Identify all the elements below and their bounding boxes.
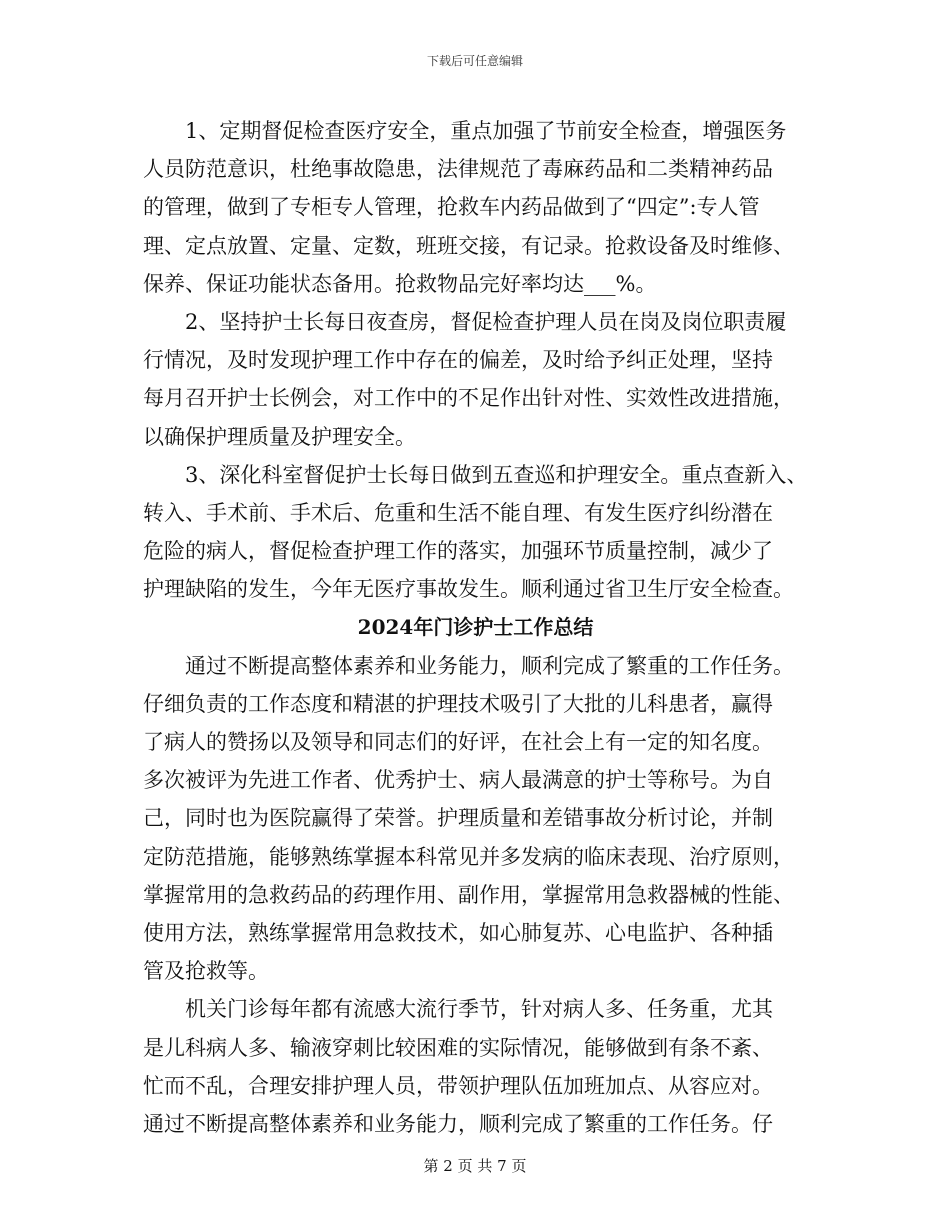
paragraph-line: 以确保护理质量及护理安全。	[143, 424, 416, 449]
paragraph-line: 人员防范意识，杜绝事故隐患，法律规范了毒麻药品和二类精神药品	[143, 157, 773, 182]
paragraph-line: 护理缺陷的发生，今年无医疗事故发生。顺利通过省卫生厅安全检查。	[143, 577, 794, 602]
paragraph-line: 3、深化科室督促护士长每日做到五查巡和护理安全。重点查新入、	[185, 462, 808, 487]
paragraph-line: 理、定点放置、定量、定数，班班交接，有记录。抢救设备及时维修、	[143, 233, 794, 258]
paragraph-line: 忙而不乱，合理安排护理人员，带领护理队伍加班加点、从容应对。	[143, 1073, 773, 1098]
paragraph-line: 多次被评为先进工作者、优秀护士、病人最满意的护士等称号。为自	[143, 768, 773, 793]
paragraph-line: 的管理，做到了专柜专人管理，抢救车内药品做到了“四定”:专人管	[143, 195, 760, 220]
page-header: 下载后可任意编辑	[426, 54, 523, 68]
paragraph-line: 管及抢救等。	[143, 959, 269, 984]
paragraph-line: 是儿科病人多、输液穿刺比较困难的实际情况，能够做到有条不紊、	[143, 1035, 773, 1060]
paragraph-line: 保养、保证功能状态备用。抢救物品完好率均达___%。	[143, 271, 657, 296]
paragraph-line: 了病人的赞扬以及领导和同志们的好评，在社会上有一定的知名度。	[143, 730, 773, 754]
paragraph-line: 通过不断提高整体素养和业务能力，顺利完成了繁重的工作任务。仔	[143, 1111, 773, 1136]
paragraph-line: 仔细负责的工作态度和精湛的护理技术吸引了大批的儿科患者，赢得	[143, 691, 773, 716]
section-title: 2024年门诊护士工作总结	[357, 615, 594, 640]
paragraph-line: 机关门诊每年都有流感大流行季节，针对病人多、任务重，尤其	[185, 997, 773, 1022]
paragraph-line: 己，同时也为医院赢得了荣誉。护理质量和差错事故分析讨论，并制	[143, 806, 773, 831]
paragraph-line: 定防范措施，能够熟练掌握本科常见并多发病的临床表现、治疗原则，	[143, 844, 794, 869]
paragraph-line: 转入、手术前、手术后、危重和生活不能自理、有发生医疗纠纷潜在	[143, 500, 773, 525]
paragraph-line: 行情况，及时发现护理工作中存在的偏差，及时给予纠正处理，坚持	[143, 348, 773, 373]
document-body	[143, 112, 808, 1143]
page-footer: 第 2 页 共 7 页	[423, 1157, 527, 1175]
paragraph-line: 危险的病人，督促检查护理工作的落实，加强环节质量控制，减少了	[143, 539, 773, 564]
paragraph-line: 每月召开护士长例会，对工作中的不足作出针对性、实效性改进措施，	[143, 386, 794, 411]
paragraph-line: 2、坚持护士长每日夜查房，督促检查护理人员在岗及岗位职责履	[185, 309, 787, 334]
paragraph-line: 通过不断提高整体素养和业务能力，顺利完成了繁重的工作任务。	[185, 653, 794, 678]
paragraph-line: 掌握常用的急救药品的药理作用、副作用，掌握常用急救器械的性能、	[143, 882, 794, 907]
paragraph-line: 使用方法，熟练掌握常用急救技术，如心肺复苏、心电监护、各种插	[143, 920, 773, 945]
paragraph-line: 1、定期督促检查医疗安全，重点加强了节前安全检查，增强医务	[185, 119, 787, 143]
